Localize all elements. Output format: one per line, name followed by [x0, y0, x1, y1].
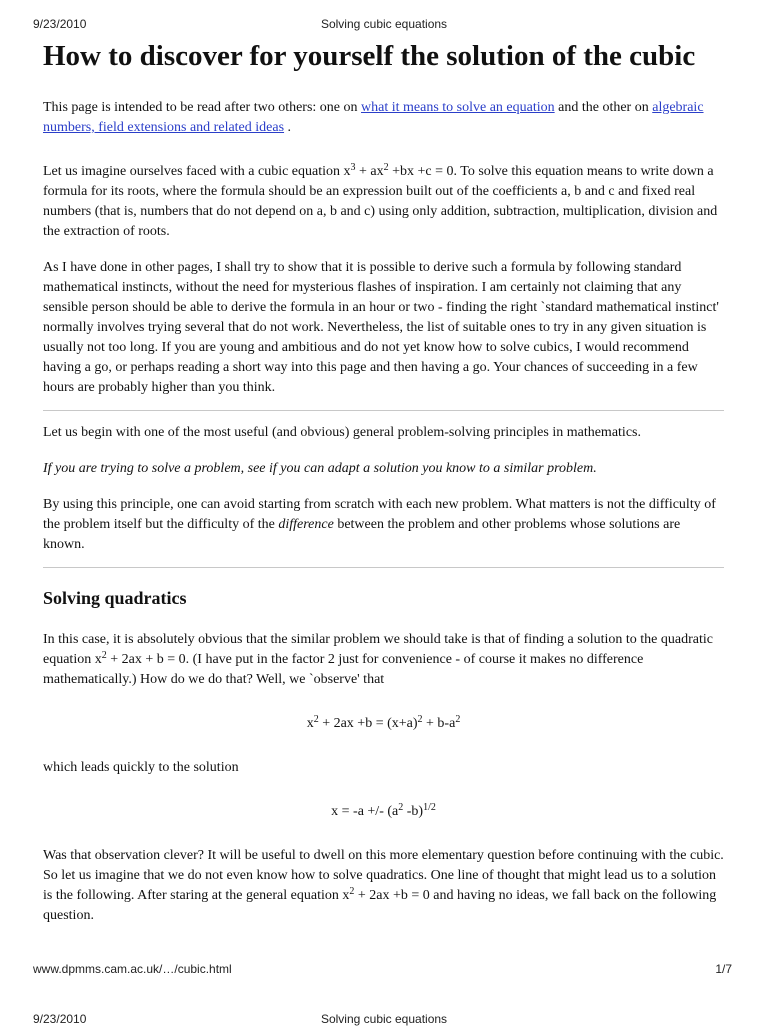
paragraph-principle-intro: Let us begin with one of the most useful (and obvious) general problem-solving principles in mathematics. — [43, 425, 641, 440]
section-heading: Solving quadratics — [43, 588, 187, 608]
equation-quadratic-solution: x = -a +/- ($a^2$ -b)$^{1/2}$ — [331, 802, 436, 819]
header-title: Solving cubic equations — [320, 1012, 448, 1026]
paragraph-quadratic: In this case, it is absolutely obvious that the similar problem we should take is that of finding a solution to the quadratic equation $x^2 + 2ax + b = 0$. (I have put in the factor 2 just for convenience - of course it makes no difference mathematically.) How do we do that? Well, we `observe' that — [43, 632, 713, 687]
page-number: 1/7 — [715, 962, 732, 976]
link-algebraic-numbers[interactable]: algebraic numbers, field extensions and related ideas — [43, 100, 704, 135]
paragraph-approach: As I have done in other pages, I shall try to show that it is possible to derive such a formula by following standard mathematical instincts, without the need for mysterious flashes of inspiration. I am certainly not claiming that any sensible person should be able to derive the formula in an hour or two - finding the right `standard mathematical instinct' normally involves trying several that do not work. Nevertheless, the list of suitable ones to try in any given situation is usually not too long. If you are young and ambitious and do not yet know how to solve cubics, I would recommend having a go, or perhaps reading a short way into this page and then having a go. Your chances of succeeding in a few hours are probably higher than you think. — [43, 260, 719, 395]
paragraph-observation: Was that observation clever? It will be useful to dwell on this more elementary question before continuing with the cubic. So let us imagine that we do not even know how to solve quadratics. One line of thought that might lead us to a solution is the following. After staring at the general equation $x^2 + 2ax +b = 0$ and having no ideas, we fall back on the following question. — [43, 848, 724, 923]
header-title: Solving cubic equations — [320, 17, 448, 31]
header-date: 9/23/2010 — [33, 1012, 87, 1026]
paragraph-cubic-definition: Let us imagine ourselves faced with a cubic equation $x^3 + ax^2 +bx +c = 0$. To solve this equation means to write down a formula for its roots, where the formula should be an expression built out of the coefficients a, b and c and fixed real numbers (that is, numbers that do not depend on a, b and c) using only addition, subtraction, multiplication, division and the extraction of roots. — [43, 162, 718, 239]
article-title: How to discover for yourself the solution of the cubic — [43, 40, 696, 72]
intro-paragraph: This page is intended to be read after two others: one on what it means to solve an equation and the other on algebraic numbers, field extensions and related ideas . — [43, 100, 704, 135]
header-date: 9/23/2010 — [33, 17, 87, 31]
paragraph-principle: If you are trying to solve a problem, see if you can adapt a solution you know to a similar problem. — [43, 461, 597, 476]
footer-url: www.dpmms.cam.ac.uk/…/cubic.html — [33, 962, 232, 976]
article — [43, 38, 724, 926]
equation-completing-square: $x^2 + 2ax +b = (x+a)^2 + b-a^2$ — [306, 714, 461, 731]
link-solve-equation[interactable]: what it means to solve an equation — [361, 100, 555, 115]
paragraph-leads-to: which leads quickly to the solution — [43, 760, 239, 775]
paragraph-difference: By using this principle, one can avoid starting from scratch with each new problem. What matters is not the difficulty of the problem itself but the difficulty of the difference between the problem and other problems whose solutions are known. — [43, 497, 716, 552]
